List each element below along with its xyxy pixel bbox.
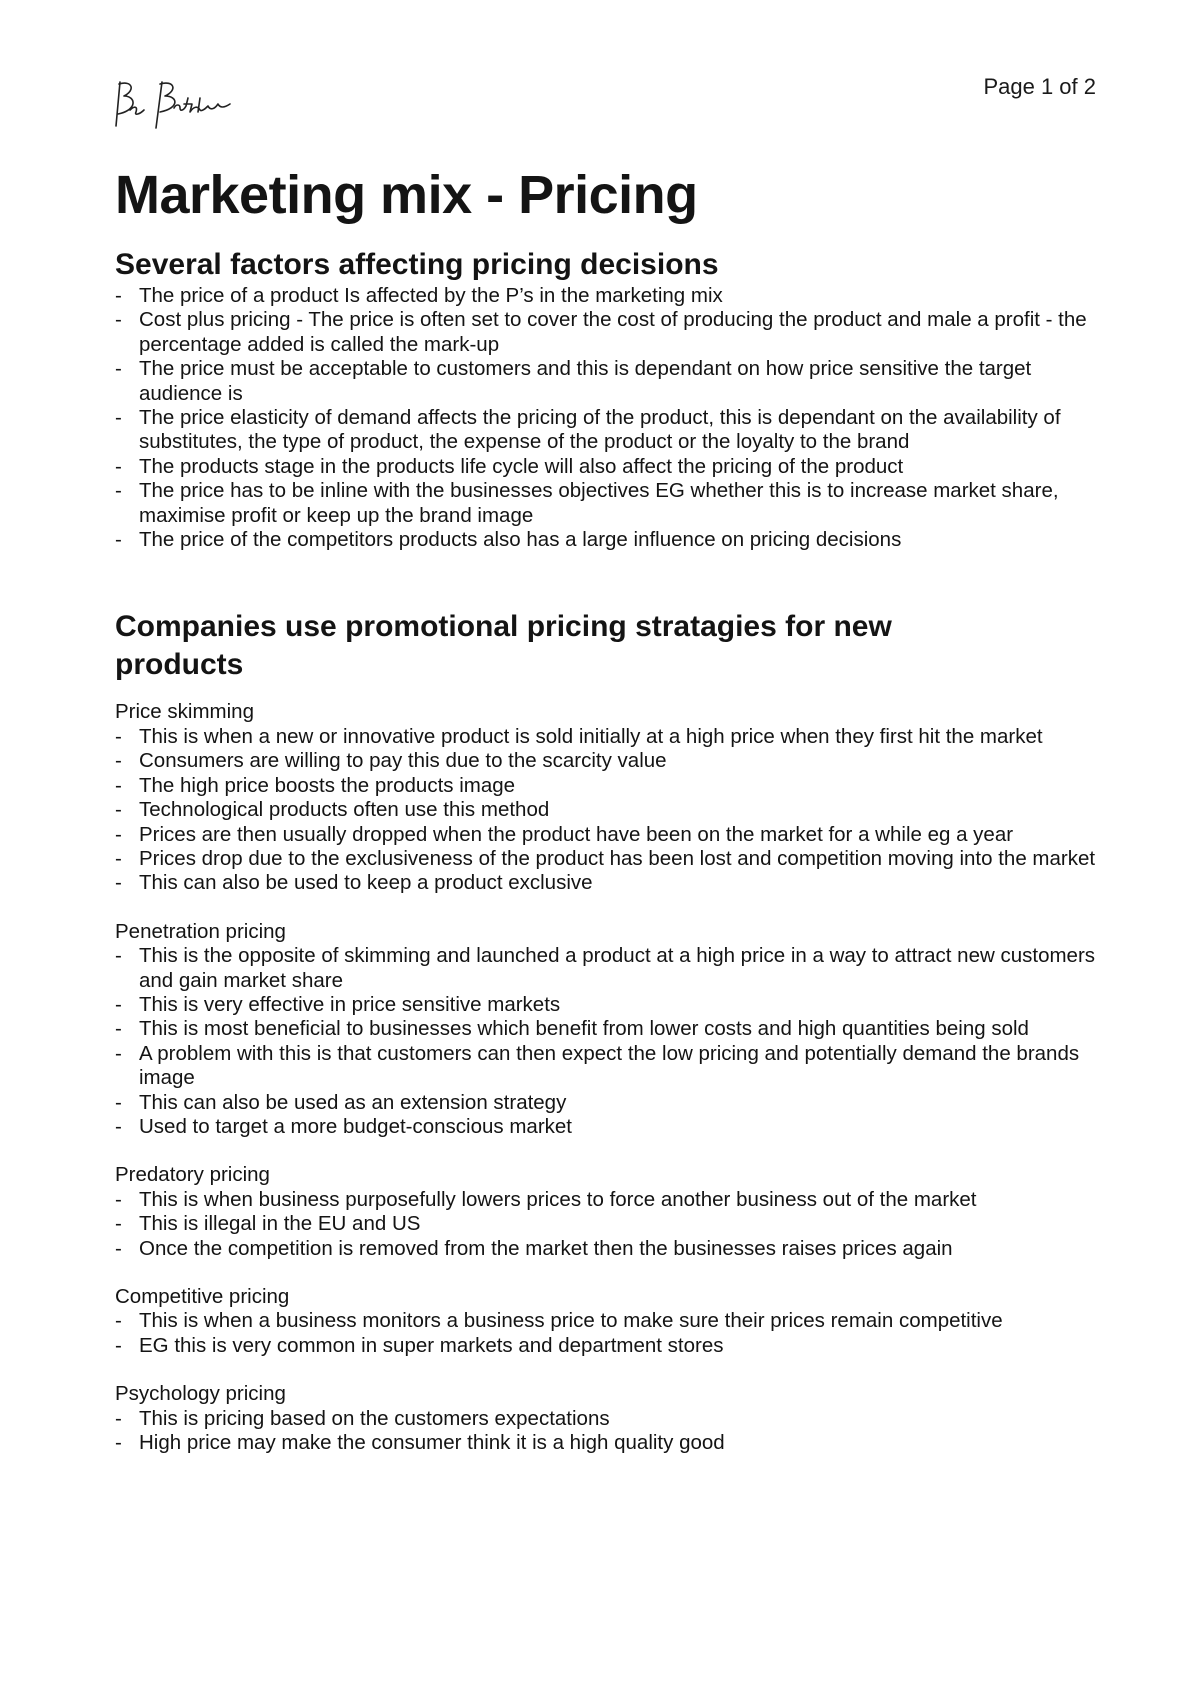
section-pricing-factors: [115, 246, 1105, 552]
list-item: - This is when business purposefully lowers prices to force another business out of the market: [115, 1188, 1105, 1212]
bullet-list: [115, 284, 1105, 552]
list-item: - EG this is very common in super markets and department stores: [115, 1334, 1105, 1358]
list-item: - High price may make the consumer think it is a high quality good: [115, 1431, 1105, 1455]
list-item: - This is most beneficial to businesses which benefit from lower costs and high quantities being sold: [115, 1017, 1105, 1041]
list-item: - Cost plus pricing - The price is often set to cover the cost of producing the product and male a profit - the percentage added is called the mark-up: [115, 308, 1105, 357]
bullet-list: [115, 1188, 1105, 1261]
bullet-list: [115, 1407, 1105, 1456]
list-item: - Consumers are willing to pay this due to the scarcity value: [115, 749, 1105, 773]
subsection-title: Price skimming: [115, 700, 254, 724]
bullet-list: [115, 944, 1105, 1139]
subsection-psychology-pricing: [115, 1382, 1105, 1455]
list-item: - Once the competition is removed from the market then the businesses raises prices again: [115, 1237, 1105, 1261]
list-item: - The price of a product Is affected by the P’s in the marketing mix: [115, 284, 1105, 308]
bullet-list: [115, 1309, 1105, 1358]
list-item: - A problem with this is that customers can then expect the low pricing and potentially demand the brands image: [115, 1042, 1105, 1091]
list-item: - The high price boosts the products image: [115, 774, 1105, 798]
list-item: - The price elasticity of demand affects the pricing of the product, this is dependant on the availability of substitutes, the type of product, the expense of the product or the loyalty to the brand: [115, 406, 1105, 455]
document-body: [115, 162, 1105, 1455]
list-item: - The products stage in the products life cycle will also affect the pricing of the product: [115, 455, 1105, 479]
subsection-title: Psychology pricing: [115, 1382, 286, 1406]
signature: [110, 76, 238, 132]
subsection-predatory-pricing: [115, 1163, 1105, 1261]
page-number: Page 1 of 2: [983, 74, 1096, 99]
section-heading: Several factors affecting pricing decisions: [115, 248, 719, 281]
page-title: Marketing mix - Pricing: [115, 165, 698, 225]
list-item: - This is very effective in price sensitive markets: [115, 993, 1105, 1017]
subsection-title: Penetration pricing: [115, 919, 286, 943]
list-item: - Prices drop due to the exclusiveness of the product has been lost and competition moving into the market: [115, 847, 1105, 871]
subsection-competitive-pricing: [115, 1285, 1105, 1358]
list-item: - This can also be used as an extension strategy: [115, 1091, 1105, 1115]
list-item: - The price of the competitors products also has a large influence on pricing decisions: [115, 528, 1105, 552]
list-item: - This can also be used to keep a product exclusive: [115, 871, 1105, 895]
subsection-title: Predatory pricing: [115, 1163, 270, 1187]
subsection-title: Competitive pricing: [115, 1285, 290, 1308]
signature-graphic: [110, 76, 238, 132]
list-item: - This is when a business monitors a business price to make sure their prices remain competitive: [115, 1309, 1105, 1333]
subsection-penetration-pricing: [115, 920, 1105, 1140]
list-item: - This is pricing based on the customers expectations: [115, 1407, 1105, 1431]
section-promotional-pricing: [115, 608, 1105, 1455]
list-item: - This is illegal in the EU and US: [115, 1212, 1105, 1236]
list-item: - Technological products often use this method: [115, 798, 1105, 822]
subsection-price-skimming: [115, 700, 1105, 895]
bullet-list: [115, 725, 1105, 896]
section-heading: Companies use promotional pricing stratagies for new products: [115, 610, 892, 682]
list-item: - This is the opposite of skimming and launched a product at a high price in a way to attract new customers and gain market share: [115, 944, 1105, 993]
list-item: - Used to target a more budget-conscious market: [115, 1115, 1105, 1139]
list-item: - The price must be acceptable to customers and this is dependant on how price sensitive the target audience is: [115, 357, 1105, 406]
list-item: - This is when a new or innovative product is sold initially at a high price when they first hit the market: [115, 725, 1105, 749]
list-item: - Prices are then usually dropped when the product have been on the market for a while eg a year: [115, 823, 1105, 847]
list-item: - The price has to be inline with the businesses objectives EG whether this is to increase market share, maximise profit or keep up the brand image: [115, 479, 1105, 528]
